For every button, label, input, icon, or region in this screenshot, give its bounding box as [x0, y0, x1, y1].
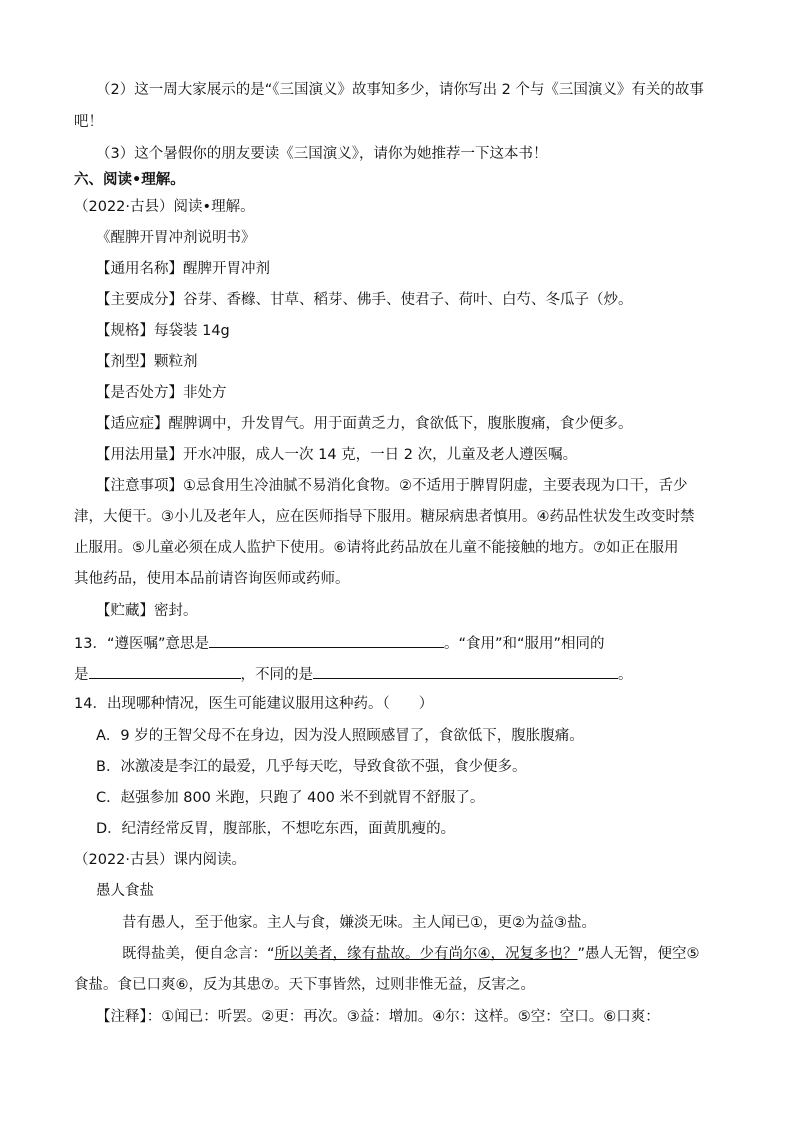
option-b[interactable]: B．冰激凌是李江的最爱，几乎每天吃，导致食欲不强，食少便多。	[96, 759, 527, 775]
item-rx: 【是否处方】非处方	[96, 385, 227, 401]
q13-text-c: 是	[74, 667, 89, 683]
q13-text-b: 。“食用”和“服用”相同的	[443, 636, 605, 652]
option-a[interactable]: A．9 岁的王智父母不在身边，因为没人照顾感冒了，食欲低下，腹胀腹痛。	[96, 728, 584, 744]
item-spec: 【规格】每袋装 14g	[96, 323, 230, 339]
story-p2-text-a: 既得盐美，便自念言：“	[122, 946, 275, 962]
question-2-line-2: 吧！	[74, 114, 103, 130]
item-notes-line-2: 津，大便干。③小儿及老年人，应在医师指导下服用。糖尿病患者慎用。④药品性状发生改变时禁	[74, 509, 695, 525]
instruction-title: 《醒脾开胃冲剂说明书》	[96, 230, 256, 246]
option-d[interactable]: D．纪清经常反胃，腹部胀，不想吃东西，面黄肌瘦的。	[96, 821, 456, 837]
q13-answer-blank-3[interactable]	[313, 663, 618, 679]
annotation-line: 【注释】：①闻已：听罢。②更：再次。③益：增加。④尔：这样。⑤空：空口。⑥口爽：	[96, 1009, 660, 1025]
item-notes-line-4: 其他药品，使用本品前请咨询医师或药师。	[74, 571, 350, 587]
story-underlined-sentence: 所以美者，缘有盐故。少有尚尔④，况复多也？	[274, 946, 578, 962]
story-paragraph-2-line-1	[122, 944, 724, 964]
option-c[interactable]: C．赵强参加 800 米跑，只跑了 400 米不到就胃不舒服了。	[96, 790, 485, 806]
item-notes-line-3: 止服用。⑤儿童必须在成人监护下使用。⑥请将此药品放在儿童不能接触的地方。⑦如正在服用	[74, 540, 679, 556]
item-form: 【剂型】颗粒剂	[96, 354, 198, 370]
section-heading: 六、阅读•理解。	[74, 172, 185, 188]
item-dosage: 【用法用量】开水冲服，成人一次 14 克，一日 2 次，儿童及老人遵医嘱。	[96, 447, 578, 463]
q13-answer-blank-2[interactable]	[89, 663, 241, 679]
item-storage: 【贮藏】密封。	[96, 603, 198, 619]
story-paragraph-2-line-2: 食盐。食已口爽⑥，反为其患⑦。天下事皆然，过则非惟无益，反害之。	[74, 977, 535, 993]
question-13-line-2	[74, 663, 724, 685]
question-2-line-1: （2）这一周大家展示的是“《三国演义》故事知多少，请你写出 2 个与《三国演义》有关的故事	[96, 82, 704, 98]
source-label-1: （2022·古县）阅读•理解。	[74, 199, 255, 215]
q13-text-e: 。	[618, 667, 633, 683]
item-indication: 【适应症】醒脾调中，升发胃气。用于面黄乏力，食欲低下，腹胀腹痛，食少便多。	[96, 416, 633, 432]
question-14-stem: 14．出现哪种情况，医生可能建议服用这种药。（ ）	[74, 696, 434, 712]
story-p2-text-b: ”愚人无智，便空⑤	[577, 946, 700, 962]
item-name: 【通用名称】醒脾开胃冲剂	[96, 261, 270, 277]
item-notes-line-1: 【注意事项】①忌食用生冷油腻不易消化食物。②不适用于脾胃阴虚，主要表现为口干，舌少	[96, 478, 688, 494]
source-label-2: （2022·古县）课内阅读。	[74, 852, 247, 868]
q13-text-d: ，不同的是	[240, 667, 313, 683]
question-3: （3）这个暑假你的朋友要读《三国演义》，请你为她推荐一下这本书！	[96, 146, 548, 162]
story-paragraph-1: 昔有愚人，至于他家。主人与食，嫌淡无味。主人闻已①，更②为益③盐。	[122, 915, 596, 931]
q13-text-a: 13．“遵医嘱”意思是	[74, 636, 209, 652]
item-ingredients: 【主要成分】谷芽、香橼、甘草、稻芽、佛手、使君子、荷叶、白芍、冬瓜子（炒。	[96, 292, 633, 308]
question-13-line-1	[74, 632, 724, 654]
q13-answer-blank-1[interactable]	[209, 632, 444, 648]
story-title: 愚人食盐	[96, 883, 154, 899]
